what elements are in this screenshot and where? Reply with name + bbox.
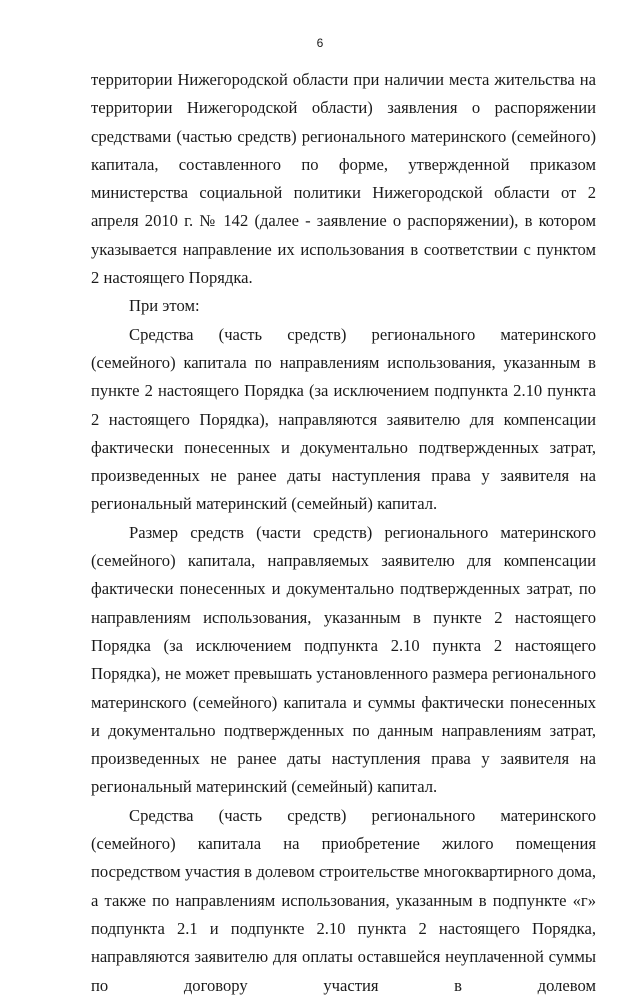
- document-body: [91, 66, 596, 1000]
- paragraph-amount-limit: Размер средств (части средств) регионального материнского (семейного) капитала, направляемых заявителю для компенсации фактически понесенных и документально подтвержденных затрат, по направлениям использования, указанным в пункте 2 настоящего Порядка (за исключением подпункта 2.10 пункта 2 настоящего Порядка), не может превышать установленного размера регионального материнского (семейного) капитала и суммы фактически понесенных и документально подтвержденных по данным направлениям затрат, произведенных не ранее даты наступления права у заявителя на региональный материнский (семейный) капитал.: [91, 522, 596, 797]
- paragraph-compensation: Средства (часть средств) регионального материнского (семейного) капитала по направлениям использования, указанным в пункте 2 настоящего Порядка (за исключением подпункта 2.10 пункта 2 настоящего Порядка), направляются заявителю для компенсации фактически понесенных и документально подтвержденных затрат, произведенных не ранее даты наступления права у заявителя на региональный материнский (семейный) капитал.: [91, 324, 596, 514]
- paragraph-intro: При этом:: [129, 296, 200, 316]
- paragraph-housing: Средства (часть средств) регионального материнского (семейного) капитала на приобретение жилого помещения посредством участия в долевом строительстве многоквартирного дома, а также по направлениям использования, указанным в подпункте «г» подпункта 2.1 и подпункте 2.10 пункта 2 настоящего Порядка, направляются заявителю для оплаты оставшейся неуплаченной суммы по договору участия в долевом: [91, 805, 596, 995]
- paragraph-continuation: территории Нижегородской области при наличии места жительства на территории Нижегородской области) заявления о распоряжении средствами (частью средств) регионального материнского (семейного) капитала, составленного по форме, утвержденной приказом министерства социальной политики Нижегородской области от 2 апреля 2010 г. № 142 (далее - заявление о распоряжении), в котором указывается направление их использования в соответствии с пунктом 2 настоящего Порядка.: [91, 70, 596, 288]
- page-number: 6: [316, 36, 324, 50]
